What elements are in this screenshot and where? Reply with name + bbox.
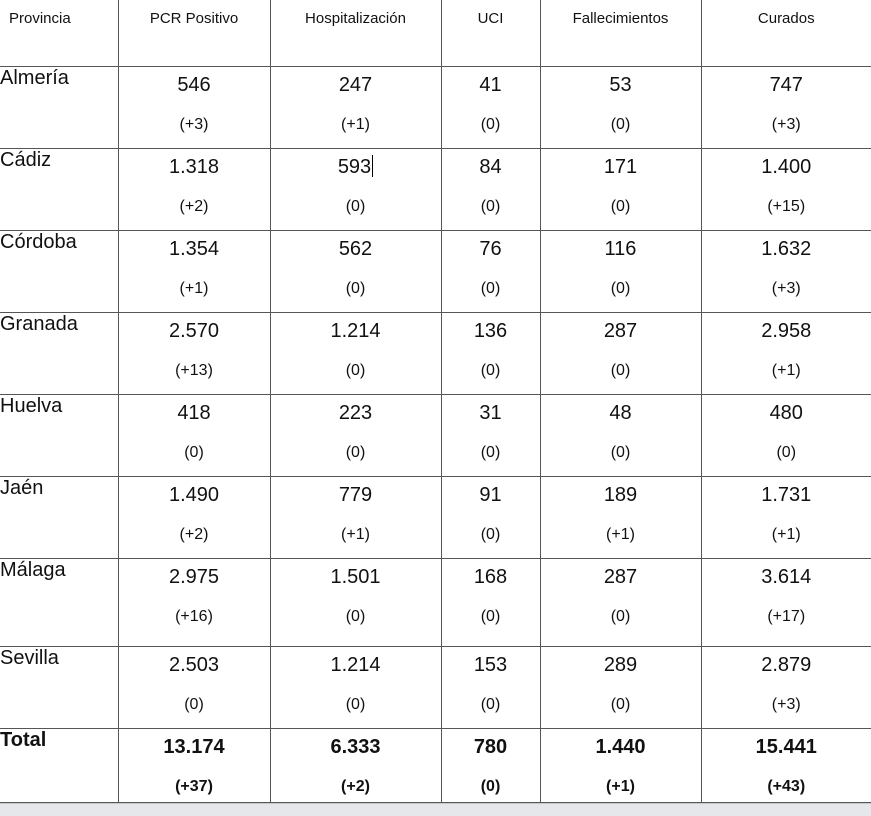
cur-cell bbox=[701, 230, 871, 312]
total-label: Total bbox=[0, 728, 118, 802]
hosp-value: 562 bbox=[271, 231, 441, 261]
hosp-change: (+1) bbox=[271, 97, 441, 135]
uci-change: (0) bbox=[442, 343, 540, 381]
cur-cell bbox=[701, 312, 871, 394]
pcr-change: (+2) bbox=[119, 507, 270, 545]
uci-cell bbox=[441, 312, 540, 394]
cur-change: (+15) bbox=[702, 179, 871, 217]
cur-change: (+1) bbox=[702, 507, 871, 545]
fall-cell bbox=[540, 312, 701, 394]
hosp-change: (0) bbox=[271, 589, 441, 627]
uci-value: 84 bbox=[442, 149, 540, 179]
header-fallecimientos: Fallecimientos bbox=[540, 0, 701, 66]
hosp-cell[interactable] bbox=[270, 148, 441, 230]
table-row bbox=[0, 230, 871, 312]
fall-change: (0) bbox=[541, 97, 701, 135]
cur-change: (+3) bbox=[702, 677, 871, 715]
hosp-value: 1.501 bbox=[271, 559, 441, 589]
uci-cell bbox=[441, 646, 540, 728]
hosp-cell bbox=[270, 312, 441, 394]
pcr-value: 2.975 bbox=[119, 559, 270, 589]
uci-value: 91 bbox=[442, 477, 540, 507]
pcr-cell bbox=[118, 394, 270, 476]
table-row bbox=[0, 558, 871, 646]
cur-value: 480 bbox=[702, 395, 871, 425]
total-uci-value: 780 bbox=[442, 729, 540, 759]
cur-value: 747 bbox=[702, 67, 871, 97]
uci-change: (0) bbox=[442, 589, 540, 627]
header-provincia: Provincia bbox=[0, 0, 118, 66]
uci-cell bbox=[441, 476, 540, 558]
uci-value: 153 bbox=[442, 647, 540, 677]
cur-change: (+3) bbox=[702, 97, 871, 135]
uci-cell bbox=[441, 230, 540, 312]
hosp-change: (0) bbox=[271, 677, 441, 715]
province-name: Málaga bbox=[0, 558, 118, 646]
table-row bbox=[0, 394, 871, 476]
cur-cell bbox=[701, 476, 871, 558]
uci-value: 31 bbox=[442, 395, 540, 425]
fall-cell bbox=[540, 394, 701, 476]
pcr-change: (+13) bbox=[119, 343, 270, 381]
fall-cell bbox=[540, 476, 701, 558]
hosp-cell bbox=[270, 230, 441, 312]
cur-cell bbox=[701, 66, 871, 148]
total-pcr-change: (+37) bbox=[119, 759, 270, 797]
pcr-value: 546 bbox=[119, 67, 270, 97]
hosp-cell bbox=[270, 558, 441, 646]
fall-change: (0) bbox=[541, 343, 701, 381]
fall-change: (0) bbox=[541, 425, 701, 463]
pcr-cell bbox=[118, 476, 270, 558]
total-row bbox=[0, 728, 871, 802]
header-curados: Curados bbox=[701, 0, 871, 66]
pcr-change: (0) bbox=[119, 425, 270, 463]
cur-value: 1.731 bbox=[702, 477, 871, 507]
uci-cell bbox=[441, 394, 540, 476]
total-fall-cell bbox=[540, 728, 701, 802]
pcr-value: 2.570 bbox=[119, 313, 270, 343]
total-uci-cell bbox=[441, 728, 540, 802]
cur-change: (0) bbox=[702, 425, 871, 463]
fall-value: 287 bbox=[541, 559, 701, 589]
total-fall-change: (+1) bbox=[541, 759, 701, 797]
fall-value: 116 bbox=[541, 231, 701, 261]
fall-value: 289 bbox=[541, 647, 701, 677]
fall-value: 48 bbox=[541, 395, 701, 425]
hosp-value: 1.214 bbox=[271, 647, 441, 677]
fall-value: 53 bbox=[541, 67, 701, 97]
hosp-change: (0) bbox=[271, 343, 441, 381]
province-name: Cádiz bbox=[0, 148, 118, 230]
province-name: Sevilla bbox=[0, 646, 118, 728]
province-name: Huelva bbox=[0, 394, 118, 476]
fall-change: (0) bbox=[541, 261, 701, 299]
total-pcr-cell bbox=[118, 728, 270, 802]
uci-change: (0) bbox=[442, 179, 540, 217]
hosp-cell bbox=[270, 476, 441, 558]
total-hosp-cell bbox=[270, 728, 441, 802]
table-row bbox=[0, 148, 871, 230]
table-row bbox=[0, 476, 871, 558]
pcr-cell bbox=[118, 558, 270, 646]
province-name: Córdoba bbox=[0, 230, 118, 312]
hosp-cell bbox=[270, 394, 441, 476]
pcr-change: (+2) bbox=[119, 179, 270, 217]
pcr-change: (+16) bbox=[119, 589, 270, 627]
fall-value: 189 bbox=[541, 477, 701, 507]
fall-cell bbox=[540, 646, 701, 728]
cur-cell bbox=[701, 394, 871, 476]
header-pcr-positivo: PCR Positivo bbox=[118, 0, 270, 66]
fall-change: (0) bbox=[541, 589, 701, 627]
table-row bbox=[0, 312, 871, 394]
uci-cell bbox=[441, 558, 540, 646]
fall-value: 171 bbox=[541, 149, 701, 179]
fall-change: (0) bbox=[541, 677, 701, 715]
header-uci: UCI bbox=[441, 0, 540, 66]
total-fall-value: 1.440 bbox=[541, 729, 701, 759]
cur-value: 2.879 bbox=[702, 647, 871, 677]
hosp-value: 247 bbox=[271, 67, 441, 97]
pcr-value: 418 bbox=[119, 395, 270, 425]
text-cursor bbox=[372, 155, 373, 177]
province-name: Jaén bbox=[0, 476, 118, 558]
fall-change: (0) bbox=[541, 179, 701, 217]
total-pcr-value: 13.174 bbox=[119, 729, 270, 759]
uci-change: (0) bbox=[442, 507, 540, 545]
total-cur-change: (+43) bbox=[702, 759, 871, 797]
fall-value: 287 bbox=[541, 313, 701, 343]
fall-cell bbox=[540, 230, 701, 312]
uci-change: (0) bbox=[442, 261, 540, 299]
table-row bbox=[0, 66, 871, 148]
fall-cell bbox=[540, 558, 701, 646]
pcr-value: 2.503 bbox=[119, 647, 270, 677]
uci-value: 41 bbox=[442, 67, 540, 97]
uci-cell bbox=[441, 148, 540, 230]
cur-cell bbox=[701, 646, 871, 728]
pcr-cell bbox=[118, 312, 270, 394]
pcr-cell bbox=[118, 66, 270, 148]
pcr-value: 1.318 bbox=[119, 149, 270, 179]
uci-cell bbox=[441, 66, 540, 148]
uci-change: (0) bbox=[442, 677, 540, 715]
total-hosp-value: 6.333 bbox=[271, 729, 441, 759]
total-uci-change: (0) bbox=[442, 759, 540, 797]
hosp-change: (+1) bbox=[271, 507, 441, 545]
cur-cell bbox=[701, 148, 871, 230]
fall-cell bbox=[540, 66, 701, 148]
cur-change: (+17) bbox=[702, 589, 871, 627]
province-name: Almería bbox=[0, 66, 118, 148]
pcr-cell bbox=[118, 230, 270, 312]
cur-change: (+1) bbox=[702, 343, 871, 381]
uci-value: 76 bbox=[442, 231, 540, 261]
cur-cell bbox=[701, 558, 871, 646]
hosp-cell bbox=[270, 66, 441, 148]
cur-value: 3.614 bbox=[702, 559, 871, 589]
header-hospitalizacion: Hospitalización bbox=[270, 0, 441, 66]
cur-value: 1.632 bbox=[702, 231, 871, 261]
uci-change: (0) bbox=[442, 425, 540, 463]
pcr-change: (+1) bbox=[119, 261, 270, 299]
province-name: Granada bbox=[0, 312, 118, 394]
cur-change: (+3) bbox=[702, 261, 871, 299]
hosp-value: 593 bbox=[338, 156, 371, 178]
uci-value: 168 bbox=[442, 559, 540, 589]
hosp-change: (0) bbox=[271, 261, 441, 299]
hosp-value: 223 bbox=[271, 395, 441, 425]
fall-cell bbox=[540, 148, 701, 230]
total-cur-value: 15.441 bbox=[702, 729, 871, 759]
table-row bbox=[0, 646, 871, 728]
pcr-change: (+3) bbox=[119, 97, 270, 135]
pcr-change: (0) bbox=[119, 677, 270, 715]
horizontal-scrollbar[interactable] bbox=[0, 803, 871, 816]
cur-value: 1.400 bbox=[702, 149, 871, 179]
pcr-cell bbox=[118, 646, 270, 728]
cur-value: 2.958 bbox=[702, 313, 871, 343]
pcr-value: 1.354 bbox=[119, 231, 270, 261]
fall-change: (+1) bbox=[541, 507, 701, 545]
pcr-cell bbox=[118, 148, 270, 230]
uci-value: 136 bbox=[442, 313, 540, 343]
hosp-value: 1.214 bbox=[271, 313, 441, 343]
hosp-cell bbox=[270, 646, 441, 728]
uci-change: (0) bbox=[442, 97, 540, 135]
hosp-change: (0) bbox=[271, 179, 441, 217]
total-hosp-change: (+2) bbox=[271, 759, 441, 797]
pcr-value: 1.490 bbox=[119, 477, 270, 507]
hosp-value: 779 bbox=[271, 477, 441, 507]
total-cur-cell bbox=[701, 728, 871, 802]
header-row bbox=[0, 0, 871, 66]
hosp-change: (0) bbox=[271, 425, 441, 463]
